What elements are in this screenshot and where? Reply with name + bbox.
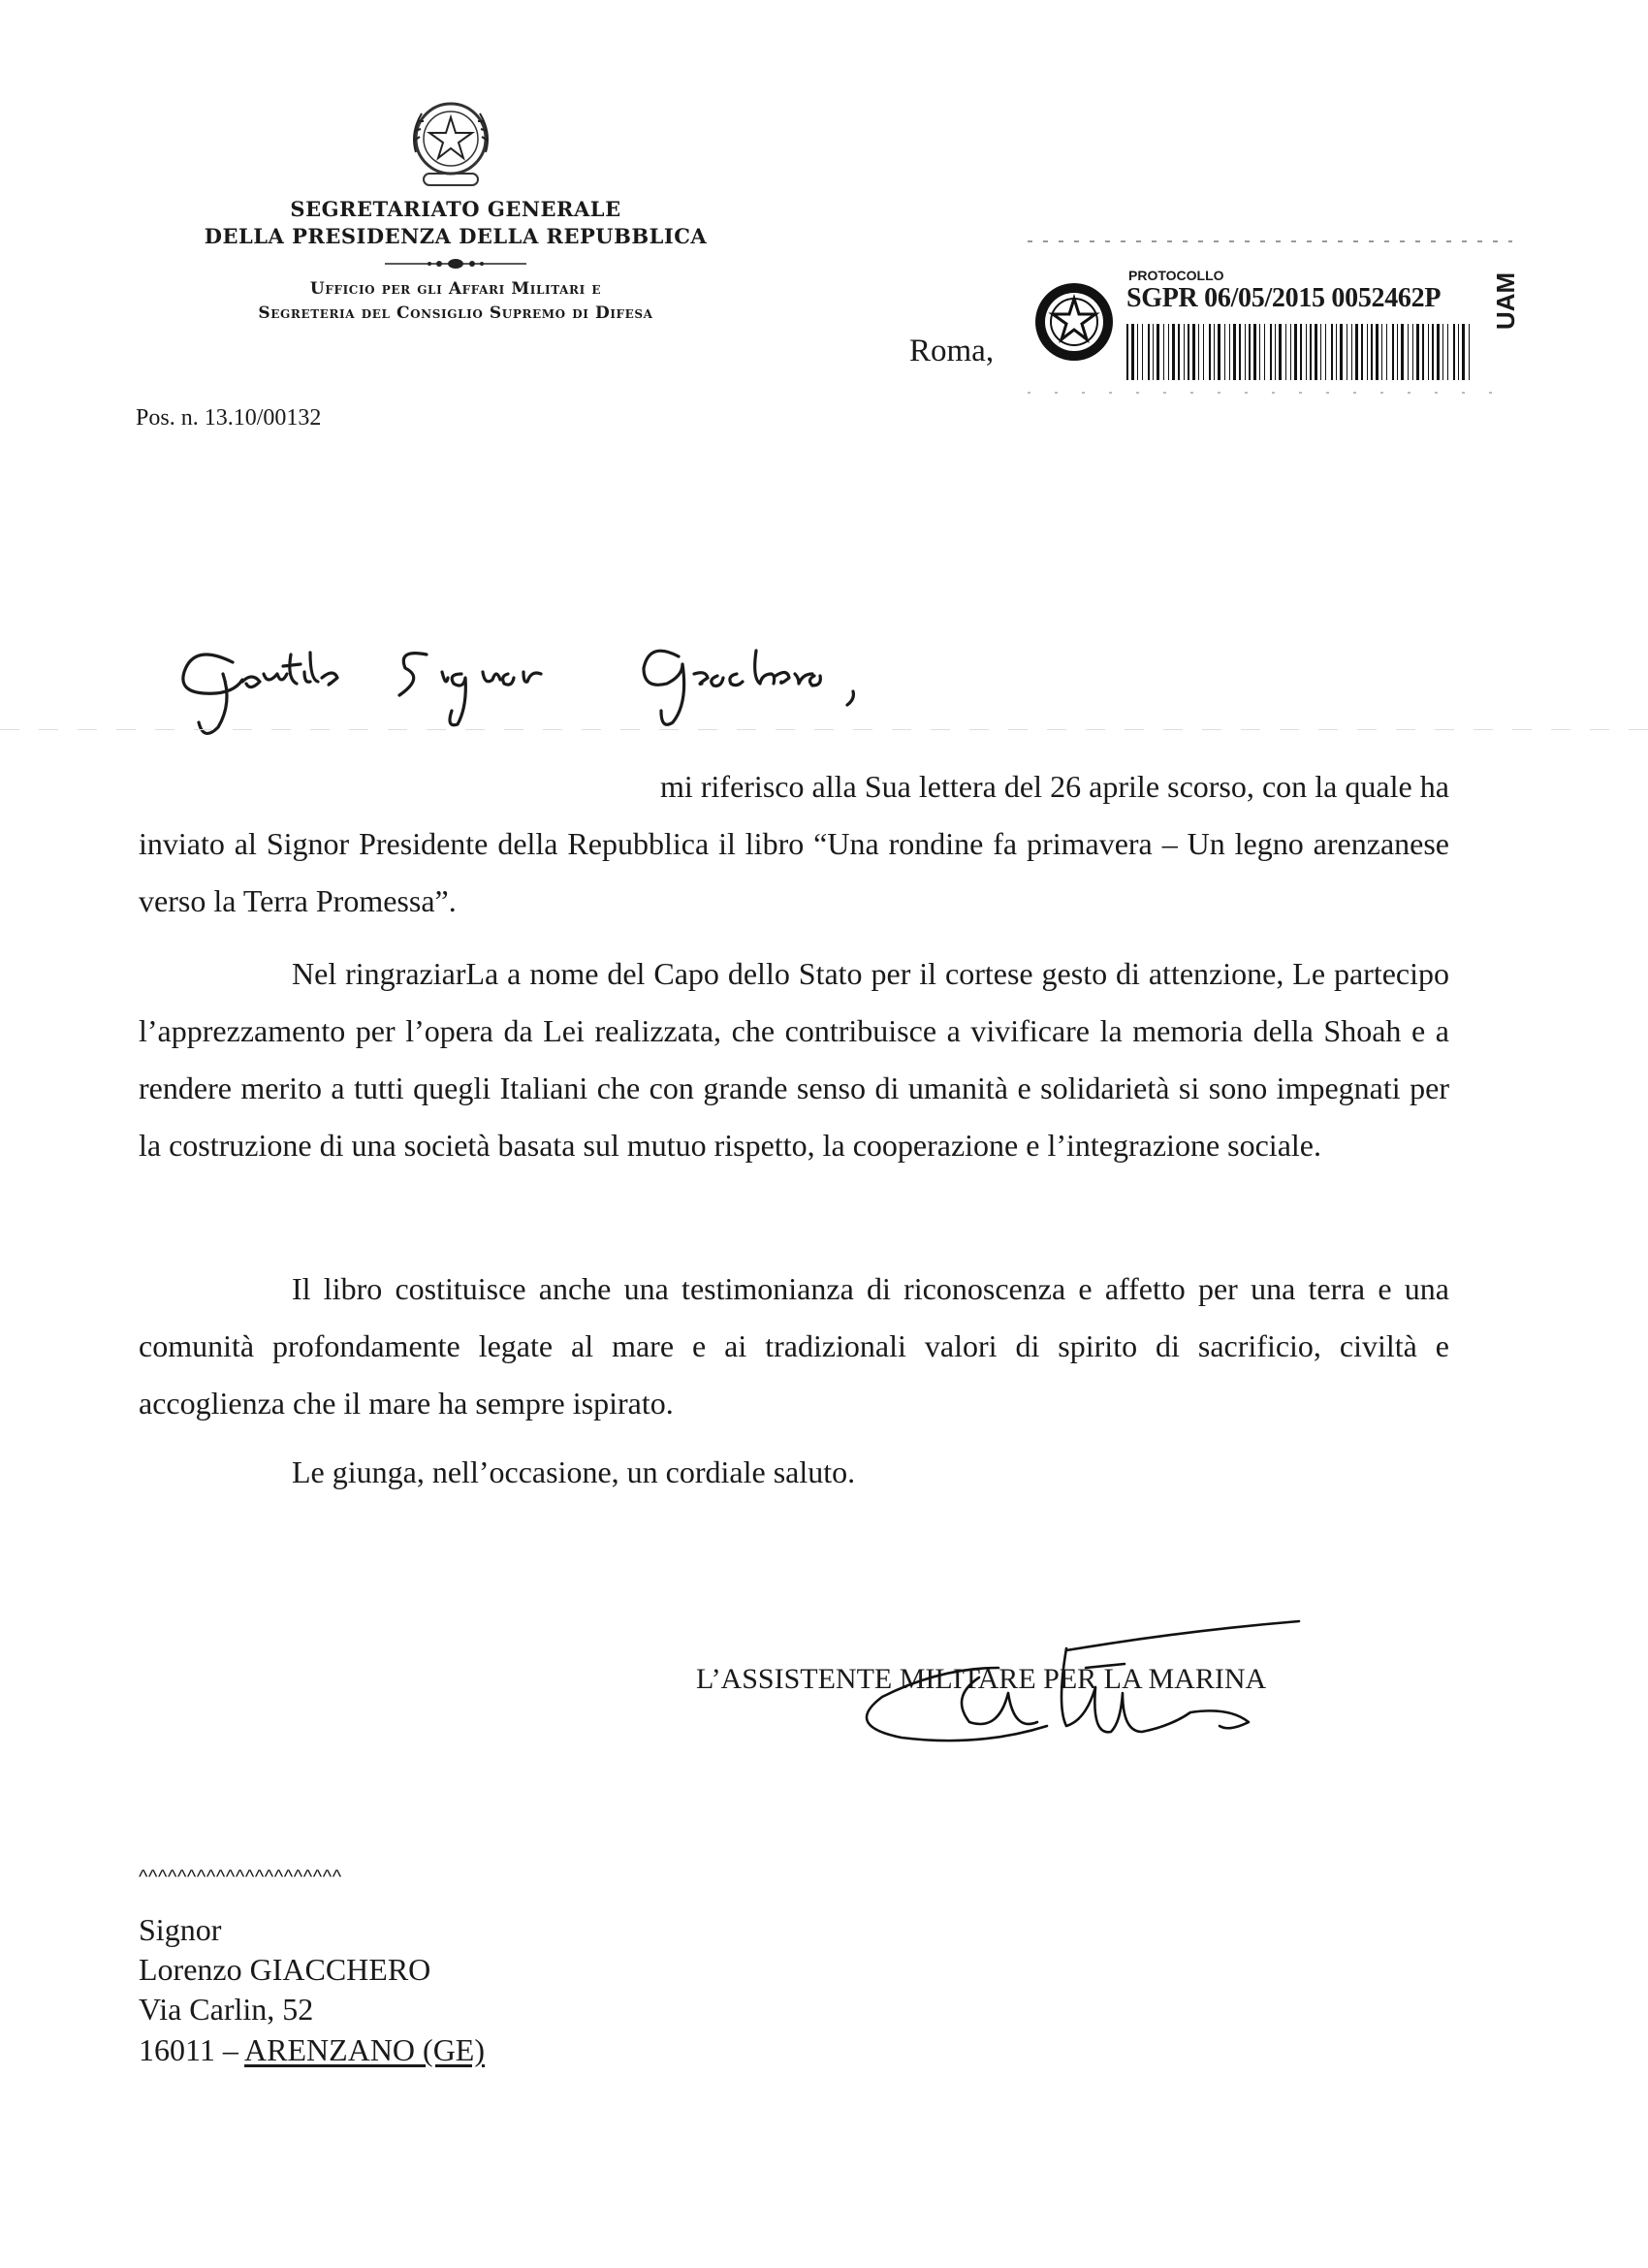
republic-emblem-icon xyxy=(402,92,499,199)
address-title: Signor xyxy=(139,1912,222,1947)
closing-greeting: Le giunga, nell’occasione, un cordiale saluto. xyxy=(292,1454,856,1489)
handwritten-signature xyxy=(834,1610,1318,1774)
header-line-2: DELLA PRESIDENZA DELLA REPUBBLICA xyxy=(204,224,708,248)
signature-title: L’ASSISTENTE MILITARE PER LA MARINA xyxy=(696,1663,1267,1695)
address-city-line xyxy=(139,2032,485,2068)
stamp-label: PROTOCOLLO xyxy=(1128,268,1224,283)
position-reference: Pos. n. 13.10/00132 xyxy=(136,405,322,431)
separator-line: ^^^^^^^^^^^^^^^^^^^^^ xyxy=(139,1867,342,1888)
body-paragraph-3: Il libro costituisce anche una testimonianza di riconoscenza e affetto per una terra e una comunità profondamente legate al mare e ai tradizionali valori di spirito di sacrificio, civiltà e accoglienza che il mare ha sempre ispirato. xyxy=(139,1271,1449,1421)
address-postcode: 16011 – xyxy=(139,2032,245,2067)
header-ornament-icon xyxy=(383,257,528,271)
place-label: Roma, xyxy=(909,334,995,368)
handwritten-salutation xyxy=(174,625,1047,751)
stamp-emblem-icon xyxy=(1026,273,1123,370)
address-street: Via Carlin, 52 xyxy=(139,1992,314,2027)
stamp-border-bottom xyxy=(1028,392,1512,394)
header-line-1: SEGRETARIATO GENERALE xyxy=(290,197,621,221)
barcode-icon xyxy=(1126,324,1475,380)
stamp-protocol-code: SGPR 06/05/2015 0052462P xyxy=(1126,283,1442,313)
body-paragraph-1: mi riferisco alla Sua lettera del 26 aprile scorso, con la quale ha inviato al Signor Presidente della Repubblica il libro “Una rondine fa primavera – Un legno arenzanese verso la Terra Promessa”. xyxy=(139,769,1449,918)
stamp-side-code: UAM xyxy=(1491,272,1520,330)
body-paragraph-2: Nel ringraziarLa a nome del Capo dello Stato per il cortese gesto di attenzione, Le partecipo l’apprezzamento per l’opera da Lei realizzata, che contribuisce a vivificare la memoria della Shoah e a rendere merito a tutti quegli Italiani che con grande senso di umanità e solidarietà si sono impegnati per la costruzione di una società basata sul mutuo rispetto, la cooperazione e l’integrazione sociale. xyxy=(139,956,1449,1163)
fold-line xyxy=(0,729,1648,730)
address-name: Lorenzo GIACCHERO xyxy=(139,1952,431,1987)
header-office-line-2: Segreteria del Consiglio Supremo di Difesa xyxy=(258,303,653,323)
stamp-border-top xyxy=(1028,240,1512,242)
address-city: ARENZANO (GE) xyxy=(244,2032,485,2067)
header-office-line-1: Ufficio per gli Affari Militari e xyxy=(309,279,602,299)
